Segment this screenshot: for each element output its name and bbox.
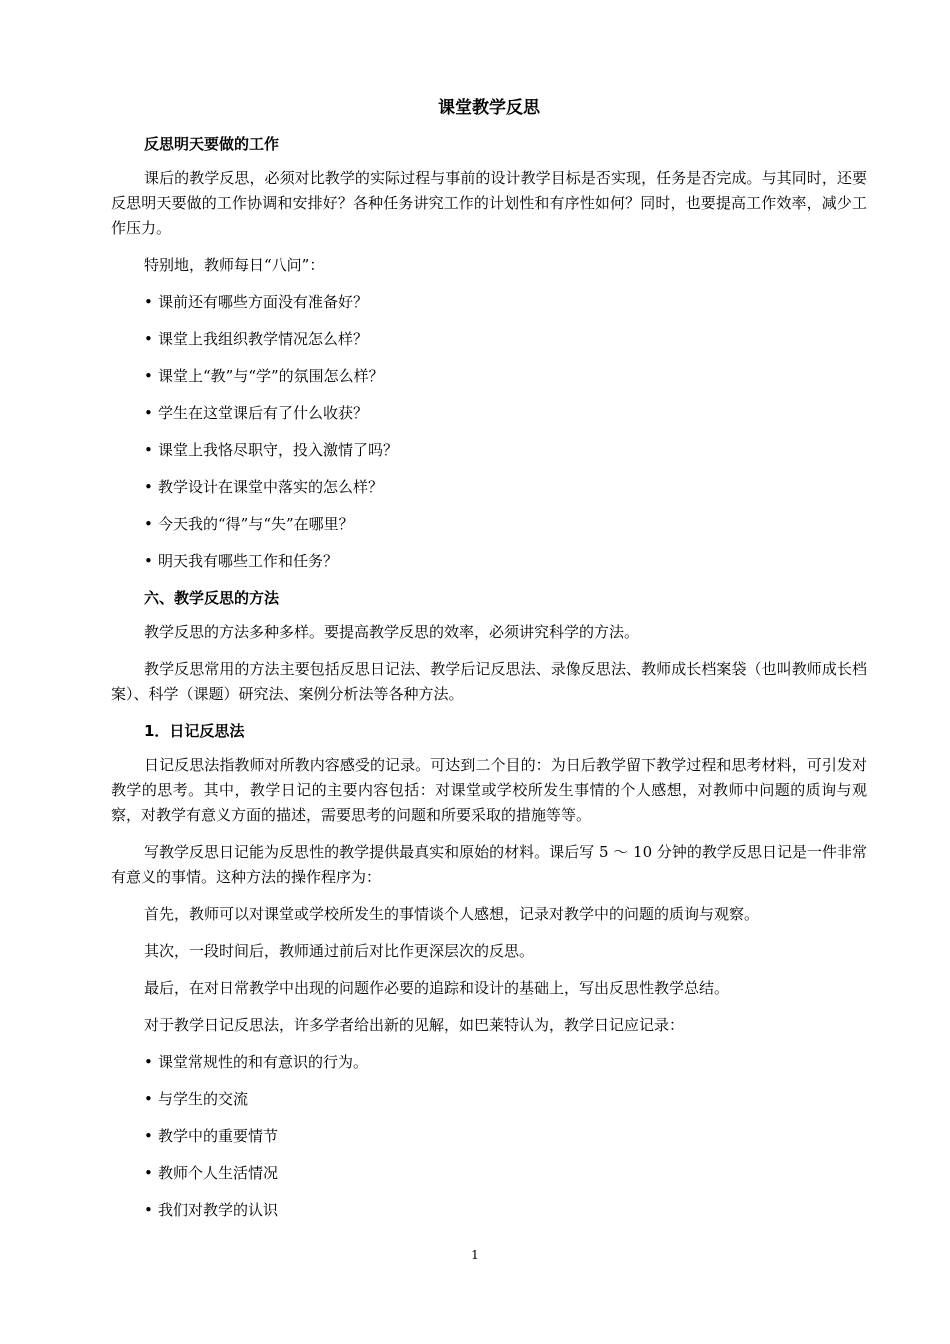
list-item: • 教学设计在课堂中落实的怎么样？ bbox=[111, 475, 867, 500]
paragraph: 教学反思的方法多种多样。要提高教学反思的效率，必须讲究科学的方法。 bbox=[144, 623, 640, 641]
bullet-icon: • bbox=[144, 1090, 153, 1108]
list-item: • 与学生的交流 bbox=[111, 1087, 867, 1112]
bullet-icon: • bbox=[144, 1053, 153, 1071]
paragraph: 特别地，教师每日“八问”： bbox=[144, 256, 325, 274]
section-heading-diary-method: 1．日记反思法 bbox=[144, 722, 245, 740]
diary-content-list bbox=[111, 1050, 867, 1223]
document-body bbox=[111, 96, 867, 1235]
document-title: 课堂教学反思 bbox=[438, 98, 540, 118]
list-item: • 今天我的“得”与“失”在哪里？ bbox=[111, 512, 867, 537]
paragraph: 对于教学日记反思法，许多学者给出新的见解，如巴莱特认为，教学日记应记录： bbox=[144, 1016, 685, 1034]
section-heading-reflect-tomorrow: 反思明天要做的工作 bbox=[144, 135, 280, 153]
paragraph: 教学反思常用的方法主要包括反思日记法、教学后记反思法、录像反思法、教师成长档案袋（也叫教师成长档案）、科学（课题）研究法、案例分析法等各种方法。 bbox=[111, 660, 867, 703]
list-item: • 课堂上我组织教学情况怎么样？ bbox=[111, 327, 867, 352]
list-item: • 课堂常规性的和有意识的行为。 bbox=[111, 1050, 867, 1075]
list-item: • 课前还有哪些方面没有准备好？ bbox=[111, 290, 867, 315]
bullet-icon: • bbox=[144, 367, 153, 385]
list-item: • 学生在这堂课后有了什么收获？ bbox=[111, 401, 867, 426]
list-item: • 我们对教学的认识 bbox=[111, 1198, 867, 1223]
question-list bbox=[111, 290, 867, 574]
section-heading-methods: 六、教学反思的方法 bbox=[144, 589, 280, 607]
paragraph: 首先，教师可以对课堂或学校所发生的事情谈个人感想，记录对教学中的问题的质询与观察。 bbox=[144, 905, 760, 923]
bullet-icon: • bbox=[144, 441, 153, 459]
bullet-icon: • bbox=[144, 293, 153, 311]
page-number: 1 bbox=[471, 1248, 479, 1262]
bullet-icon: • bbox=[144, 515, 153, 533]
paragraph: 日记反思法指教师对所教内容感受的记录。可达到二个目的：为日后教学留下教学过程和思考材料，可引发对教学的思考。其中，教学日记的主要内容包括：对课堂或学校所发生事情的个人感想，对教师中问题的质询与观察，对教学有意义方面的描述，需要思考的问题和所要采取的措施等等。 bbox=[111, 756, 867, 824]
paragraph: 其次，一段时间后，教师通过前后对比作更深层次的反思。 bbox=[144, 942, 535, 960]
paragraph: 写教学反思日记能为反思性的教学提供最真实和原始的材料。课后写 5 ～ 10 分钟的教学反思日记是一件非常有意义的事情。这种方法的操作程序为： bbox=[111, 843, 867, 886]
list-item: • 课堂上我恪尽职守，投入激情了吗？ bbox=[111, 438, 867, 463]
paragraph: 课后的教学反思，必须对比教学的实际过程与事前的设计教学目标是否实现，任务是否完成。与其同时，还要反思明天要做的工作协调和安排好？各种任务讲究工作的计划性和有序性如何？同时，也要提高工作效率，减少工作压力。 bbox=[111, 169, 867, 237]
bullet-icon: • bbox=[144, 330, 153, 348]
bullet-icon: • bbox=[144, 1201, 153, 1219]
bullet-icon: • bbox=[144, 404, 153, 422]
bullet-icon: • bbox=[144, 478, 153, 496]
list-item: • 明天我有哪些工作和任务？ bbox=[111, 549, 867, 574]
list-item: • 教师个人生活情况 bbox=[111, 1161, 867, 1186]
paragraph: 最后，在对日常教学中出现的问题作必要的追踪和设计的基础上，写出反思性教学总结。 bbox=[144, 979, 730, 997]
bullet-icon: • bbox=[144, 552, 153, 570]
bullet-icon: • bbox=[144, 1164, 153, 1182]
bullet-icon: • bbox=[144, 1127, 153, 1145]
list-item: • 课堂上“教”与“学”的氛围怎么样？ bbox=[111, 364, 867, 389]
list-item: • 教学中的重要情节 bbox=[111, 1124, 867, 1149]
